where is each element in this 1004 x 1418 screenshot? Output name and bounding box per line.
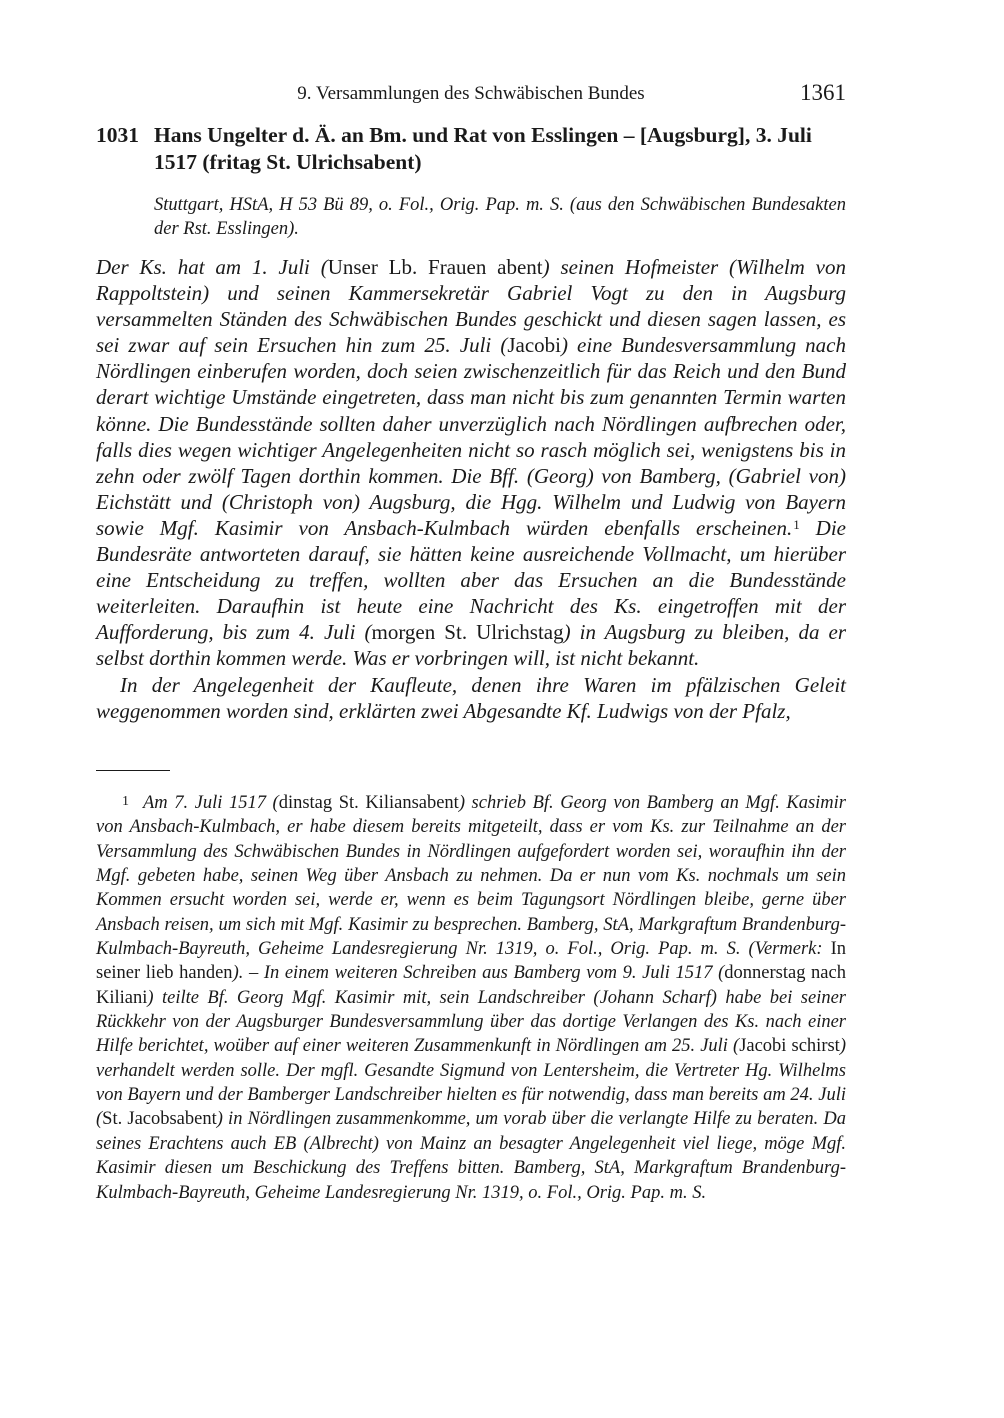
footnote-1 — [96, 791, 846, 1205]
text-span: Am 7. Juli 1517 ( — [143, 793, 279, 813]
text-span: ) schrieb Bf. Georg von Bamberg an Mgf. Kasimir von Ansbach-Kulmbach, er habe diesem bereits mitgeteilt, dass er vom Ks. zur Teilnahme an der Versammlung des Schwäbischen Bundes in Nördlingen aufgefordert worden sei, woraufhin ihn der Mgf. gebeten habe, seinen Weg über Ansbach zu nehmen. Da er nun vom Ks. nochmals um sein Kommen ersucht worden sei, werde er, wenn es beim Tagungsort Nördlingen bleibe, gerne über Ansbach reisen, um sich mit Mgf. Kasimir zu besprechen. Bamberg, StA, Markgraftum Brandenburg-Kulmbach-Bayreuth, Geheime Landesregierung Nr. 1319, o. Fol., Orig. Pap. m. S. (Vermerk: — [96, 793, 847, 960]
text-span: ) seinen Hofmeister (Wilhelm von Rappoltstein) und seinen Kammersekretär Gabriel Vogt zu den in Augsburg versammelten Ständen des Schwäbischen Bundes geschickt und diesen sagen lassen, es sei zwar auf sein Ersuchen hin zum 25. Juli ( — [96, 255, 846, 358]
body-paragraph-1 — [96, 254, 846, 672]
text-span: ) in Augsburg zu bleiben, da er selbst dorthin kommen werde. Was er vorbringen will, ist nicht bekannt. — [96, 620, 846, 671]
text-span: ) eine Bundesversammlung nach Nördlingen einberufen worden, doch seien zwischenzeitlich für das Reich und den Bund derart wichtige Umstände eingetreten, dass man nicht bis zum genannten Termin warten könne. Die Bundesstände sollten daher unverzüglich nach Nördlingen aufbrechen oder, falls dies wegen wichtiger Angelegenheiten nicht so rasch möglich sei, wenigstens bis in zehn oder zwölf Tagen dorthin kommen. Die Bff. (Georg) von Bamberg, (Gabriel von) Eichstätt und (Christoph von) Augsburg, die Hgg. Wilhelm und Ludwig von Bayern sowie Mgf. Kasimir von Ansbach-Kulmbach würden ebenfalls erscheinen. — [96, 333, 847, 540]
document-heading — [96, 122, 846, 176]
document-number: 1031 — [96, 123, 139, 147]
quoted-note: In seiner lieb handen — [96, 939, 846, 984]
text-span: ) verhandelt werden solle. Der mgfl. Gesandte Sigmund von Lentersheim, die Vertreter Hg. Wilhelms von Bayern und der Bamberger Landschreiber hielten es für notwendig, dass man bereits am 24. Juli ( — [96, 1036, 846, 1130]
text-span: Die Bundesräte antworteten darauf, sie hätten keine ausreichende Vollmacht, um hierüber eine Entscheidung zu treffen, wollten aber das Ersuchen an die Bundesstände weiterleiten. Daraufhin ist heute eine Nachricht des Ks. eingetroffen mit der Aufforderung, bis zum 4. Juli ( — [96, 515, 846, 645]
footnote-reference[interactable]: 1 — [793, 516, 800, 532]
quoted-date: donnerstag nach Kiliani — [96, 963, 846, 1008]
running-title: 9. Versammlungen des Schwäbischen Bundes — [297, 83, 645, 104]
text-span: ) in Nördlingen zusammenkomme, um vorab über die verlangte Hilfe zu beraten. Da seines Erachtens auch EB (Albrecht) von Mainz an besagter Angelegenheit viel liege, möge Mgf. Kasimir diesen um Beschickung des Treffens bitten. Bamberg, StA, Markgraftum Brandenburg-Kulmbach-Bayreuth, Geheime Landesregierung Nr. 1319, o. Fol., Orig. Pap. m. S. — [96, 1109, 846, 1203]
text-span: ). – In einem weiteren Schreiben aus Bamberg vom 9. Juli 1517 ( — [232, 963, 725, 984]
page-number: 1361 — [800, 80, 846, 105]
body-text — [96, 254, 846, 724]
quoted-date: St. Jacobsabent — [102, 1109, 217, 1130]
quoted-date: Jacobi schirst — [739, 1036, 840, 1057]
quoted-date: Unser Lb. Frauen abent — [327, 255, 543, 279]
quoted-date: dinstag St. Kiliansabent — [278, 793, 459, 813]
quoted-date: morgen St. Ulrichstag — [371, 620, 564, 645]
footnote-mark: 1 — [122, 794, 129, 809]
quoted-date: Jacobi — [507, 333, 561, 358]
source-note: Stuttgart, HStA, H 53 Bü 89, o. Fol., Orig. Pap. m. S. (aus den Schwäbischen Bundesakten der Rst. Esslingen). — [154, 195, 846, 239]
body-paragraph-2: In der Angelegenheit der Kaufleute, denen ihre Waren im pfälzischen Geleit weggenommen worden sind, erklärten zwei Abgesandte Kf. Ludwigs von der Pfalz, — [96, 672, 846, 723]
footnote-divider — [96, 770, 170, 771]
text-span: Der Ks. hat am 1. Juli ( — [96, 255, 328, 279]
running-head — [96, 80, 846, 108]
document-title: Hans Ungelter d. Ä. an Bm. und Rat von Esslingen – [Augsburg], 3. Juli 1517 (fritag St. Ulrichsabent) — [154, 123, 812, 174]
text-span: ) teilte Bf. Georg Mgf. Kasimir mit, sein Landschreiber (Johann Scharf) habe bei seiner Rückkehr von der Augsburger Bundesversammlung über das dortige Verlangen des Ks. nach einer Hilfe berichtet, woüber auf einer weiteren Zusammenkunft in Nördlingen am 25. Juli ( — [96, 987, 846, 1057]
